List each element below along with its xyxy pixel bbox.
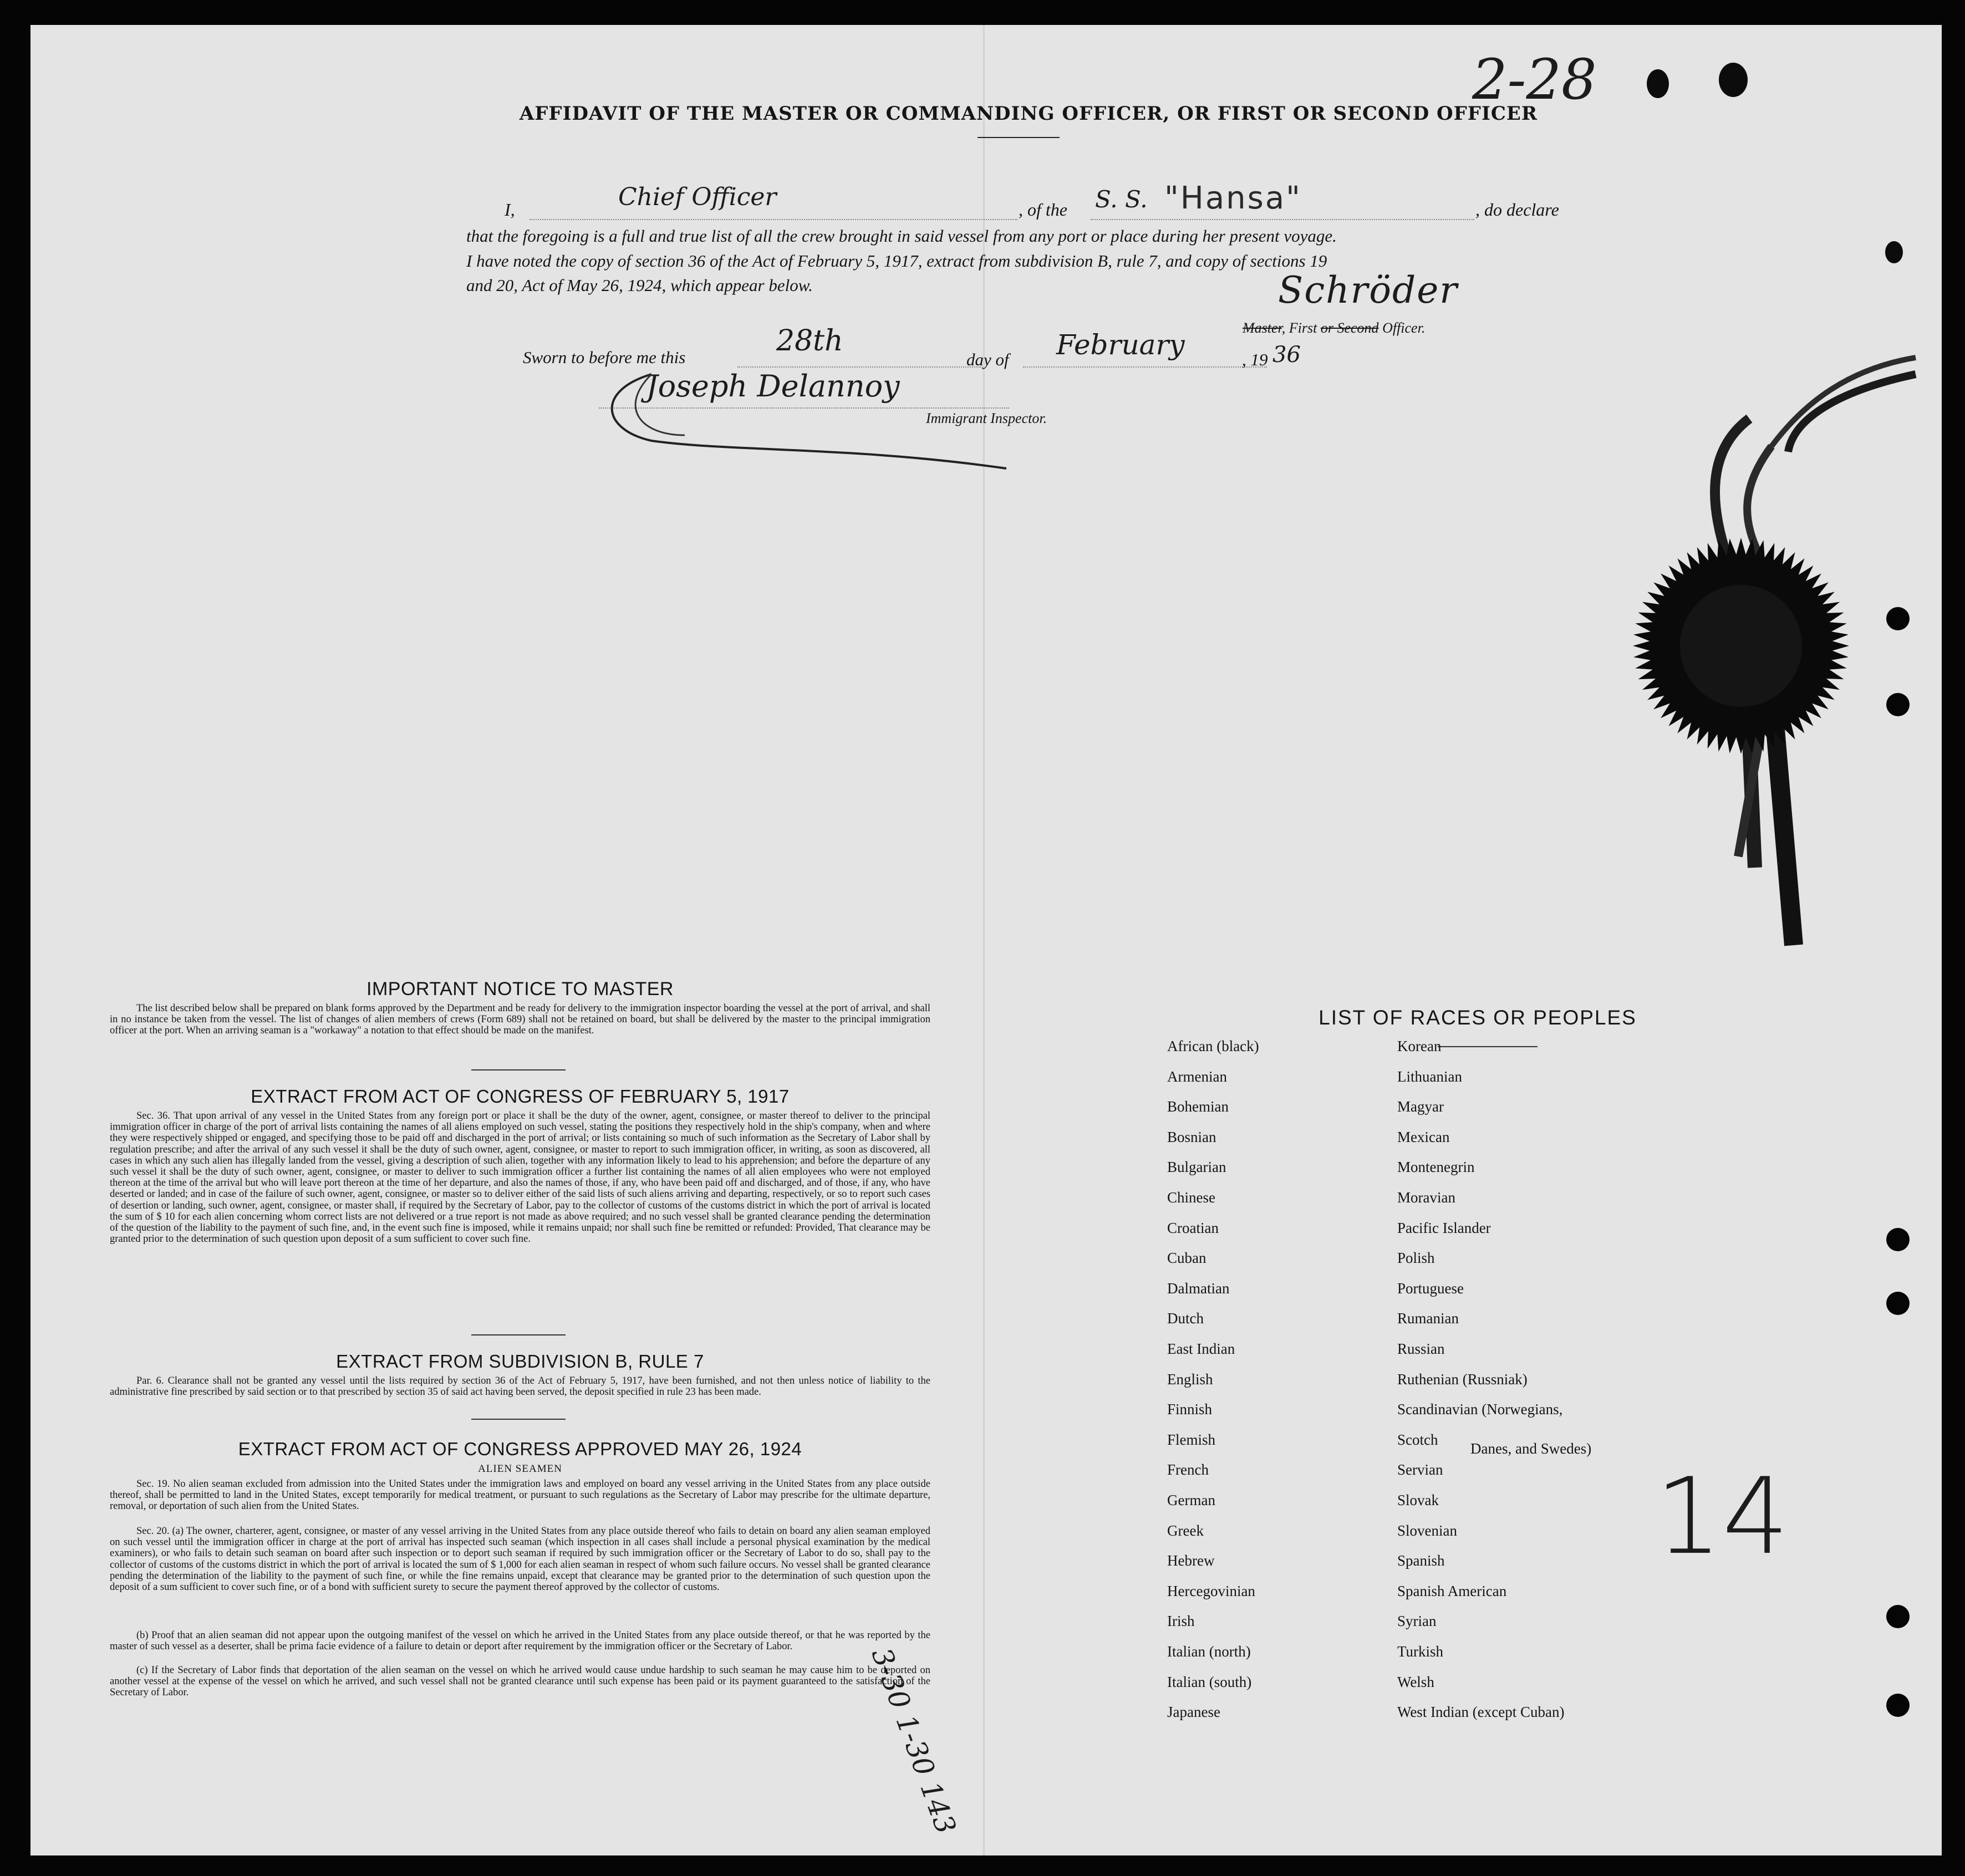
extract3-sec20b: (b) Proof that an alien seaman did not appear upon the outgoing manifest of the vessel on which he arrived in the United States from any place outside thereof, or that he was reported by the master of such vessel as a deserter, shall be prima facie evidence of a failure to detain or deport after requirement by the immigration officer or the Secretary of Labor. bbox=[110, 1630, 930, 1653]
race-item: Italian (north) bbox=[1167, 1643, 1251, 1660]
sworn-day-handwriting: 28th bbox=[776, 324, 843, 358]
race-item: Bosnian bbox=[1167, 1128, 1216, 1145]
rank-second: or Second bbox=[1320, 320, 1379, 336]
notice-body: The list described below shall be prepared on blank forms approved by the Department and be ready for delivery to the immigration inspector boarding the vessel at the port of arrival, and shall in no instance be taken from the vessel. The list of changes of alien members of crews (Form 689) shall not be retained on board, but shall be delivered by the master to the principal immigration officer at the port. When an arriving seaman is a "workaway" a notation to that effect should be made on the manifest. bbox=[110, 1003, 930, 1037]
race-item: Scandinavian (Norwegians, bbox=[1397, 1401, 1563, 1418]
race-item: Spanish bbox=[1397, 1552, 1445, 1569]
race-item: Finnish bbox=[1167, 1401, 1213, 1418]
race-item: Mexican bbox=[1397, 1128, 1450, 1145]
race-item: Spanish American bbox=[1397, 1582, 1507, 1599]
race-item: Montenegrin bbox=[1397, 1159, 1475, 1176]
race-item: Scotch bbox=[1397, 1431, 1438, 1448]
race-item: French bbox=[1167, 1461, 1209, 1479]
race-item: Dalmatian bbox=[1167, 1279, 1230, 1297]
race-item: Magyar bbox=[1397, 1098, 1444, 1115]
diagonal-pencil-note: 3-30 1-30 143 bbox=[865, 1644, 963, 1838]
race-item: Welsh bbox=[1397, 1673, 1434, 1690]
declaration-line-4: and 20, Act of May 26, 1924, which appear below. bbox=[466, 276, 813, 295]
race-item: Dutch bbox=[1167, 1310, 1204, 1327]
race-item: Slovak bbox=[1397, 1492, 1439, 1508]
punch-hole bbox=[1886, 1694, 1910, 1717]
notice-title: IMPORTANT NOTICE TO MASTER bbox=[366, 978, 674, 1000]
race-item: English bbox=[1167, 1370, 1213, 1388]
officer-blank bbox=[530, 219, 1017, 220]
page-fold bbox=[983, 25, 985, 1855]
race-item: Greek bbox=[1167, 1522, 1204, 1539]
of-the-label: , of the bbox=[1019, 200, 1067, 220]
race-item: Pacific Islander bbox=[1397, 1219, 1491, 1236]
sworn-label: Sworn to before me this bbox=[523, 348, 686, 367]
punch-hole bbox=[1886, 1228, 1910, 1251]
i-label: I, bbox=[505, 200, 515, 220]
race-item: German bbox=[1167, 1492, 1215, 1508]
race-item: Rumanian bbox=[1397, 1310, 1459, 1327]
race-item: Chinese bbox=[1167, 1189, 1215, 1206]
inspector-label: Immigrant Inspector. bbox=[926, 410, 1047, 426]
extract1-body: Sec. 36. That upon arrival of any vessel in the United States from any foreign port or place it shall be the duty of the owner, agent, consignee, or master thereof to deliver to the principal immigration officer in charge of the port of arrival lists containing the names of all aliens employed on such vessel, stating the positions they respectively hold in the ship's company, when and where they were respectively shipped or engaged, and specifying those to be paid off and discharged in the port of arrival; or lists containing so much of such information as the Secretary of Labor shall by regulation prescribe; and after the arrival of any such vessel it shall be the duty of such owner, agent, consignee, or master to report to such immigration officer, in writing, as soon as discovered, all cases in which any such alien has illegally landed from the vessel, giving a description of such alien, together with any information likely to lead to his apprehension; and before the departure of any such vessel it shall be the duty of such owner, agent, consignee, or master to deliver to such immigration officer a further list containing the names of all alien employees who were not employed thereon at the time of the arrival but who will leave port thereon at the time of her departure, and also the names of those, if any, who have been paid off and discharged, and of those, if any, who have deserted or landed; and in case of the failure of such owner, agent, consignee, or master so to deliver either of the said lists of such aliens arriving and departing, respectively, or so to report such cases of desertion or landing, such owner, agent, consignee, or master shall, if required by the Secretary of Labor, pay to the collector of customs of the customs district in which the port of arrival is located the sum of $ 10 for each alien concerning whom correct lists are not delivered or a true report is not made as above required; and no such vessel shall be granted clearance pending the determination of the question of the liability to the payment of such fine, and, in the event such fine is imposed, while it remains unpaid; nor shall such fine be remitted or refunded: Provided, That clearance may be granted prior to the determination of such question upon deposit of a sum sufficient to cover such fine. bbox=[110, 1110, 930, 1245]
race-item: Lithuanian bbox=[1397, 1068, 1462, 1085]
day-of-label: day of bbox=[966, 350, 1009, 369]
race-item: Korean bbox=[1397, 1038, 1442, 1054]
race-item: Russian bbox=[1397, 1340, 1445, 1357]
affidavit-title: AFFIDAVIT OF THE MASTER OR COMMANDING OFFICER, OR FIRST OR SECOND OFFICER bbox=[519, 103, 1538, 125]
race-item: Italian (south) bbox=[1167, 1673, 1252, 1690]
race-item: Bohemian bbox=[1167, 1098, 1229, 1115]
extract3-sec20c: (c) If the Secretary of Labor finds that deportation of the alien seaman on the vessel on which he arrived would cause undue hardship to such seaman he may cause him to be deported on another vessel at the expense of the vessel on which he arrived, and such vessel shall not be granted clearance until such expense has been paid or its payment guaranteed to the satisfaction of the Secretary of Labor. bbox=[110, 1665, 930, 1699]
race-item-continuation: Danes, and Swedes) bbox=[1470, 1440, 1592, 1457]
vessel-name-stamp: "Hansa" bbox=[1164, 180, 1302, 216]
extract2-title: EXTRACT FROM SUBDIVISION B, RULE 7 bbox=[336, 1351, 704, 1372]
ink-blot bbox=[1885, 241, 1903, 263]
officer-rank-line bbox=[1243, 320, 1425, 337]
extract3-sec19: Sec. 19. No alien seaman excluded from admission into the United States under the immigration laws and employed on board any vessel arriving in the United States from any place outside thereof, shall be permitted to land in the United States, except temporarily for medical treatment, or pursuant to such regulations as the Secretary of Labor may prescribe for the ultimate departure, removal, or deportation of such alien from the United States. bbox=[110, 1479, 930, 1512]
race-item: Irish bbox=[1167, 1613, 1195, 1630]
race-item: Cuban bbox=[1167, 1250, 1207, 1267]
race-item: Portuguese bbox=[1397, 1279, 1464, 1297]
race-item: Turkish bbox=[1397, 1643, 1444, 1660]
vessel-prefix-handwriting: S. S. bbox=[1095, 186, 1148, 213]
race-item: Japanese bbox=[1167, 1704, 1220, 1721]
race-item: Servian bbox=[1397, 1461, 1443, 1479]
race-item: Armenian bbox=[1167, 1068, 1227, 1085]
race-item: East Indian bbox=[1167, 1340, 1235, 1357]
race-item: Croatian bbox=[1167, 1219, 1219, 1236]
race-item: Moravian bbox=[1397, 1189, 1455, 1206]
declaration-line-2: that the foregoing is a full and true list of all the crew brought in said vessel from any port or place during her present voyage. bbox=[466, 226, 1337, 246]
rank-master: Master bbox=[1243, 320, 1282, 336]
margin-date-note: 2-28 bbox=[1472, 47, 1597, 112]
race-item: Bulgarian bbox=[1167, 1159, 1226, 1176]
wax-seal bbox=[1630, 535, 1852, 757]
do-declare-label: , do declare bbox=[1475, 200, 1559, 220]
extract3-title: EXTRACT FROM ACT OF CONGRESS APPROVED MAY 26, 1924 bbox=[238, 1439, 802, 1459]
race-item: Ruthenian (Russniak) bbox=[1397, 1370, 1528, 1388]
race-item: Syrian bbox=[1397, 1613, 1437, 1630]
year-prefix: , 19 bbox=[1242, 350, 1268, 369]
ink-blot bbox=[1647, 69, 1669, 98]
inspector-signature: Joseph Delannoy bbox=[646, 369, 900, 404]
vessel-blank bbox=[1091, 219, 1474, 220]
punch-hole bbox=[1886, 693, 1910, 716]
month-blank bbox=[1023, 366, 1267, 368]
punch-hole bbox=[1886, 607, 1910, 630]
month-handwriting: February bbox=[1056, 329, 1185, 361]
extract3-subtitle: ALIEN SEAMEN bbox=[478, 1463, 562, 1475]
extract3-sec20a: Sec. 20. (a) The owner, charterer, agent, consignee, or master of any vessel arriving in the United States from any place outside thereof who fails to detain on board any alien seaman employed on such vessel until the immigration officer in charge at the port of arrival has inspected such seaman (which inspection in all cases shall include a personal physical examination by the medical examiners), or who fails to detain such seaman on board after such inspection or to deport such seaman if required by such immigration officer or the Secretary of Labor to do so, shall pay to the collector of customs of the customs district in which the port of arrival is located the sum of $ 1,000 for each alien seaman in respect of whom such failure occurs. No vessel shall be granted clearance pending the determination of the liability to the payment of such fine, or while the fine remains unpaid, except that clearance may be granted prior to the determination of such question upon the deposit of a sum sufficient to cover such fine, or of a bond with sufficient surety to secure the payment thereof approved by the collector of customs. bbox=[110, 1526, 930, 1593]
margin-number-note: 14 bbox=[1655, 1455, 1789, 1578]
race-item: West Indian (except Cuban) bbox=[1397, 1704, 1565, 1721]
race-item: Slovenian bbox=[1397, 1522, 1457, 1539]
extract2-rule bbox=[471, 1419, 566, 1420]
race-item: Flemish bbox=[1167, 1431, 1216, 1448]
rank-officer: Officer. bbox=[1382, 320, 1426, 336]
race-item: Hercegovinian bbox=[1167, 1582, 1255, 1599]
race-item: Polish bbox=[1397, 1250, 1435, 1267]
punch-hole bbox=[1886, 1292, 1910, 1315]
ink-blot bbox=[1719, 63, 1748, 97]
officer-handwriting: Chief Officer bbox=[618, 183, 777, 211]
races-title: LIST OF RACES OR PEOPLES bbox=[1319, 1006, 1637, 1029]
punch-hole bbox=[1886, 1605, 1910, 1628]
extract1-rule bbox=[471, 1334, 566, 1335]
race-item: African (black) bbox=[1167, 1038, 1259, 1054]
extract1-title: EXTRACT FROM ACT OF CONGRESS OF FEBRUARY 5, 1917 bbox=[251, 1086, 790, 1107]
race-item: Hebrew bbox=[1167, 1552, 1215, 1569]
year-handwriting: 36 bbox=[1272, 342, 1301, 368]
officer-signature: Schröder bbox=[1278, 269, 1458, 312]
notice-rule bbox=[471, 1069, 566, 1070]
declaration-line-3: I have noted the copy of section 36 of the Act of February 5, 1917, extract from subdivision B, rule 7, and copy of sections 19 bbox=[466, 251, 1327, 271]
extract2-body: Par. 6. Clearance shall not be granted any vessel until the lists required by section 36 of the Act of February 5, 1917, have been furnished, and not then unless notice of liability to the administrative fine prescribed by said section or to that prescribed by section 35 of said act having been served, the deposit specified in rule 23 has been made. bbox=[110, 1375, 930, 1398]
title-rule bbox=[978, 137, 1060, 138]
rank-first: , First bbox=[1281, 320, 1317, 336]
document-page bbox=[30, 25, 1942, 1855]
races-rule bbox=[1438, 1046, 1538, 1047]
